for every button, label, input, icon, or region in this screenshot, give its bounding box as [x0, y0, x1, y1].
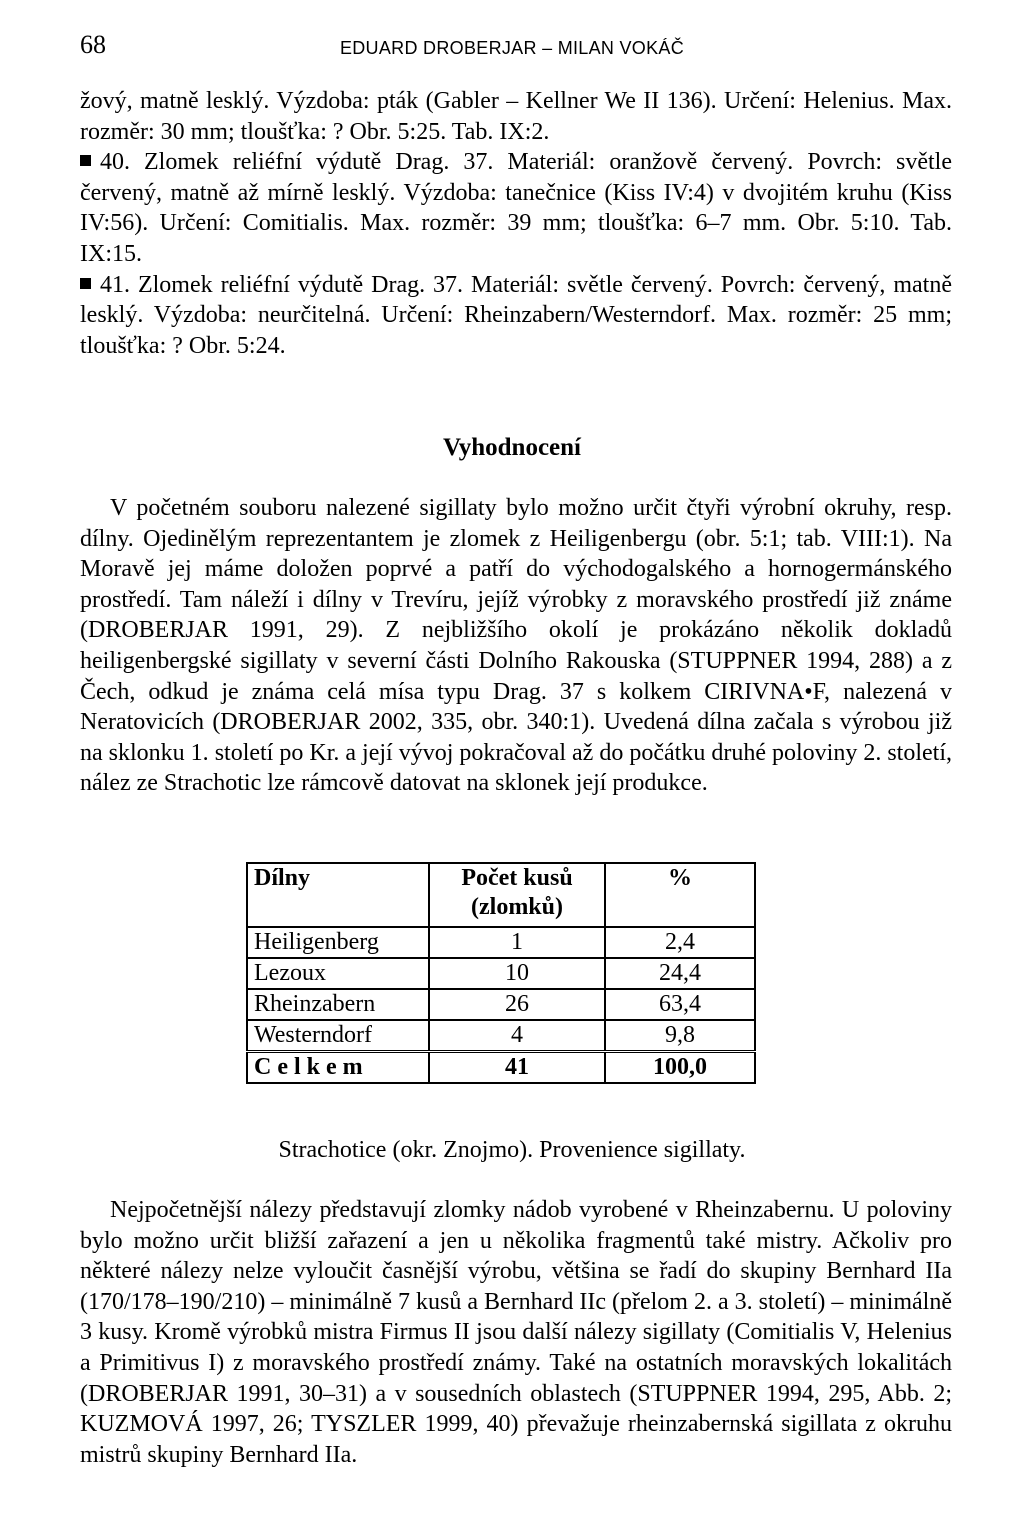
table-cell: 4 — [429, 1020, 605, 1052]
running-head: EDUARD DROBERJAR – MILAN VOKÁČ — [339, 38, 685, 58]
table-cell: 26 — [429, 989, 605, 1020]
table-caption: Strachotice (okr. Znojmo). Provenience sigillaty. — [278, 1137, 746, 1163]
evaluation-paragraph: V početném souboru nalezené sigillaty bylo možno určit čtyři výrobní okruhy, resp. dílny. Ojedinělým reprezentantem je zlomek z Heiligenbergu (obr. 5:1; tab. VIII:1). Na Moravě jej máme doložen poprvé a patří do východogalského a hornogermánského prostředí. Tam náleží i dílny v Trevíru, jejíž výrobky z moravského prostředí již známe (DROBERJAR 1991, 29). Z nejbližšího okolí je prokázáno několik dokladů heiligenbergské sigillaty v severní části Dolního Rakouska (STUPPNER 1994, 288) a z Čech, odkud je známa celá mísa typu Drag. 37 s kolkem CIRIVNA•F, nalezená v Neratovicích (DROBERJAR 2002, 335, obr. 340:1). Uvedená dílna začala s výrobou již na sklonku 1. století po Kr. a její vývoj pokračoval až do počátku druhé poloviny 2. století, nález ze Strachotic lze rámcově datovat na sklonek její produkce. — [80, 495, 952, 797]
page-number: 68 — [80, 30, 106, 59]
section-heading: Vyhodnocení — [442, 434, 581, 461]
entry-41-text: 41. Zlomek reliéfní výdutě Drag. 37. Materiál: světle červený. Povrch: červený, matně lesklý. Výzdoba: neurčitelná. Určení: Rheinzabern/Westerndorf. Max. rozměr: 25 mm; tloušťka: ? Obr. 5:24. — [80, 271, 952, 359]
entry-40-text: 40. Zlomek reliéfní výdutě Drag. 37. Materiál: oranžově červený. Povrch: světle červený, matně až mírně lesklý. Výzdoba: tanečnice (Kiss IV:4) v dvojitém kruhu (Kiss IV:56). Určení: Comitialis. Max. rozměr: 39 mm; tloušťka: 6–7 mm. Obr. 5:10. Tab. IX:15. — [80, 149, 952, 267]
table-cell: 1 — [429, 927, 605, 958]
table-header-row — [247, 863, 755, 927]
table-cell: Westerndorf — [247, 1020, 429, 1052]
table-row — [247, 989, 755, 1020]
catalogue-entry-41 — [80, 270, 952, 362]
table-cell: Heiligenberg — [247, 927, 429, 958]
table-cell: Celkem — [247, 1052, 429, 1084]
column-header: Počet kusů (zlomků) — [429, 863, 605, 927]
column-header: % — [605, 863, 755, 927]
table-cell: 10 — [429, 958, 605, 989]
table-cell: 9,8 — [605, 1020, 755, 1052]
catalogue-entries — [80, 86, 952, 361]
table-cell: 41 — [429, 1052, 605, 1084]
bullet-icon — [80, 155, 91, 166]
table-total-row — [247, 1052, 755, 1084]
catalogue-entry-40 — [80, 147, 952, 269]
table-cell: Rheinzabern — [247, 989, 429, 1020]
closing-paragraph: Nejpočetnější nálezy představují zlomky nádob vyrobené v Rheinzabernu. U poloviny bylo možno určit bližší zařazení a jen u několika fragmentů také mistry. Ačkoliv pro některé nálezy nelze vyloučit časnější výrobu, většina se řadí do skupiny Bernhard IIa (170/178–190/210) – minimálně 7 kusů a Bernhard IIc (přelom 2. a 3. století) – minimálně 3 kusy. Kromě výrobků mistra Firmus II jsou další nálezy sigillaty (Comitialis V, Helenius a Primitivus I) z moravského prostředí známy. Také na ostatních moravských lokalitách (DROBERJAR 1991, 30–31) a v sousedních oblastech (STUPPNER 1994, 295, Abb. 2; KUZMOVÁ 1997, 26; TYSZLER 1999, 40) převažuje rheinzabernská sigillata z okruhu mistrů skupiny Bernhard IIa. — [80, 1197, 952, 1468]
closing-section — [80, 1195, 952, 1470]
table-row — [247, 927, 755, 958]
provenience-table — [246, 862, 756, 1084]
table-cell: 63,4 — [605, 989, 755, 1020]
table-cell: 100,0 — [605, 1052, 755, 1084]
evaluation-section — [80, 493, 952, 799]
table-cell: 24,4 — [605, 958, 755, 989]
bullet-icon — [80, 278, 91, 289]
table-row — [247, 1020, 755, 1052]
table-cell: 2,4 — [605, 927, 755, 958]
entry-continuation: žový, matně lesklý. Výzdoba: pták (Gabler – Kellner We II 136). Určení: Helenius. Max. rozměr: 30 mm; tloušťka: ? Obr. 5:25. Tab. IX:2. — [80, 88, 952, 145]
column-header: Dílny — [247, 863, 429, 927]
table-cell: Lezoux — [247, 958, 429, 989]
table-row — [247, 958, 755, 989]
